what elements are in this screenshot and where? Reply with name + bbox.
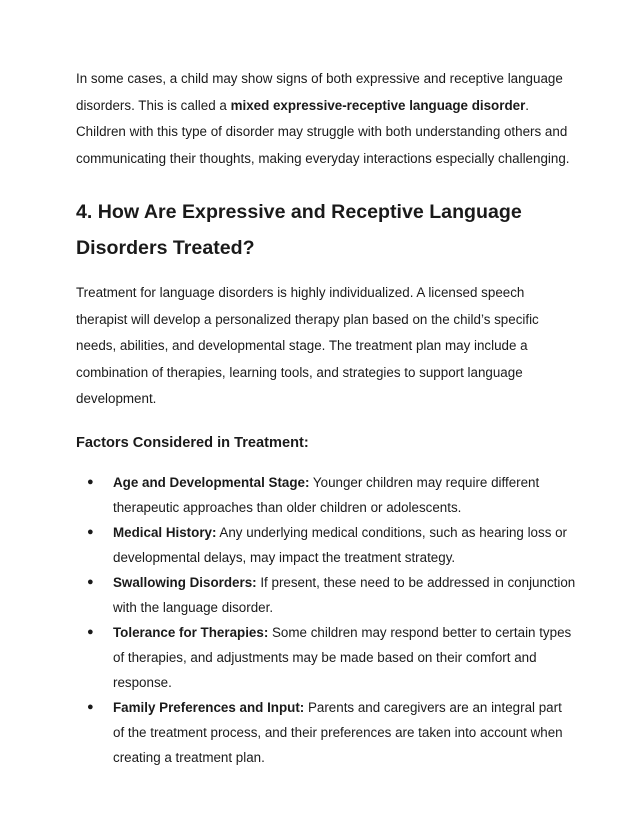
list-item: [76, 695, 576, 770]
bullet-icon: ●: [87, 575, 94, 588]
factor-text: Any underlying medical conditions, such as hearing loss or developmental delays, may impact the treatment strategy.: [113, 524, 568, 565]
section-heading: 4. How Are Expressive and Receptive Language Disorders Treated?: [76, 201, 522, 259]
bullet-icon: ●: [87, 525, 94, 538]
intro-paragraph: [76, 66, 576, 172]
section-paragraph: Treatment for language disorders is highly individualized. A licensed speech therapist will develop a personalized therapy plan based on the child’s specific needs, abilities, and developmental stage. The treatment plan may include a combination of therapies, learning tools, and strategies to support language development.: [76, 285, 539, 406]
bullet-icon: ●: [87, 475, 94, 488]
list-item: [76, 470, 576, 520]
intro-bold-term: mixed expressive-receptive language disorder: [230, 97, 526, 113]
factor-text: If present, these need to be addressed in conjunction with the language disorder.: [113, 574, 576, 615]
intro-text-after: . Children with this type of disorder may struggle with both understanding others and communicating their thoughts, making everyday interactions especially challenging.: [76, 97, 570, 166]
factor-text: Younger children may require different therapeutic approaches than older children or adolescents.: [113, 474, 540, 515]
bullet-icon: ●: [87, 625, 94, 638]
factors-heading: Factors Considered in Treatment:: [76, 434, 309, 451]
factor-term: Swallowing Disorders:: [113, 574, 257, 590]
factor-term: Family Preferences and Input:: [113, 699, 305, 715]
document-page: [76, 66, 576, 770]
bullet-icon: ●: [87, 700, 94, 713]
list-item: [76, 570, 576, 620]
factor-term: Tolerance for Therapies:: [113, 624, 269, 640]
factor-term: Medical History:: [113, 524, 217, 540]
list-item: [76, 620, 576, 695]
factor-text: Some children may respond better to certain types of therapies, and adjustments may be made based on their comfort and response.: [113, 624, 572, 690]
factors-list: [76, 470, 576, 770]
list-item: [76, 520, 576, 570]
factor-term: Age and Developmental Stage:: [113, 474, 310, 490]
intro-text-before: In some cases, a child may show signs of both expressive and receptive language disorders. This is called a: [76, 71, 563, 113]
factor-text: Parents and caregivers are an integral part of the treatment process, and their preferences are taken into account when creating a treatment plan.: [113, 699, 563, 765]
